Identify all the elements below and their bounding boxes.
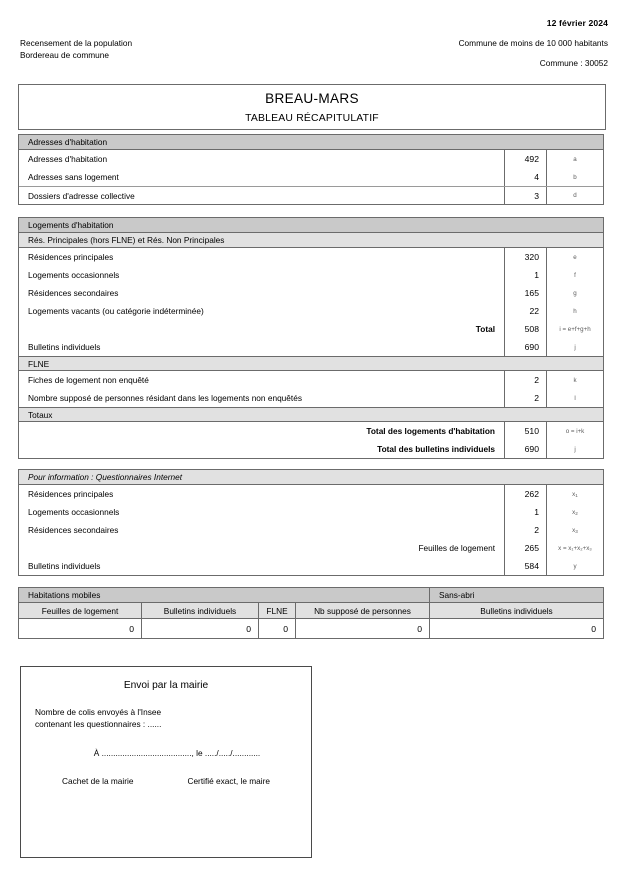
row-label: Bulletins individuels — [28, 561, 101, 571]
section-header-internet: Pour information : Questionnaires Internet — [19, 470, 603, 485]
cell-sansabri-bulletins: 0 — [429, 619, 603, 638]
table-row — [19, 503, 603, 521]
section-header-adresses: Adresses d'habitation — [19, 135, 603, 150]
mairie-colis-block — [35, 707, 311, 730]
page-title: TABLEAU RÉCAPITULATIF — [245, 112, 379, 124]
row-value: 2 — [504, 389, 546, 407]
row-code: b — [546, 168, 603, 186]
row-code: l — [546, 389, 603, 407]
total-value: 508 — [504, 320, 546, 338]
row-value: 1 — [504, 503, 546, 521]
column-header-bulletins: Bulletins individuels — [141, 603, 258, 619]
mairie-lieu-date-line: À ......................................., le ...../...../............ — [93, 748, 261, 758]
row-code: x $_1$ — [546, 485, 603, 503]
table-row — [19, 284, 603, 302]
total-code: j — [546, 440, 603, 458]
row-value: 320 — [504, 248, 546, 266]
cell-feuilles: 0 — [129, 623, 134, 634]
table-row — [19, 302, 603, 320]
table-habitations-mobiles — [18, 587, 604, 639]
header-commune-code: Commune : 30052 — [539, 58, 608, 68]
header-left-block — [20, 38, 132, 61]
table-row — [19, 389, 603, 407]
mairie-colis-line2: contenant les questionnaires : ...... — [35, 718, 162, 729]
row-label: Logements occasionnels — [28, 270, 120, 280]
mairie-title: Envoi par la mairie — [123, 680, 209, 691]
row-label: Résidences principales — [28, 489, 114, 499]
row-value: 4 — [504, 168, 546, 186]
commune-name: BREAU-MARS — [265, 90, 359, 106]
row-label: Résidences secondaires — [28, 288, 119, 298]
table-row — [19, 266, 603, 284]
table-row — [19, 338, 603, 356]
row-value: 2 — [504, 521, 546, 539]
row-code: x $_2$ — [546, 503, 603, 521]
cell-bulletins: 0 — [141, 619, 258, 638]
cell-flne: 0 — [258, 619, 295, 638]
cell-nbpersonnes: 0 — [295, 619, 429, 638]
subsection-header-principales: Rés. Principales (hors FLNE) et Rés. Non Principales — [19, 233, 603, 248]
row-code: g — [546, 284, 603, 302]
section-header-mobiles: Habitations mobiles — [19, 588, 429, 603]
row-value: 3 — [504, 187, 546, 204]
row-code: d — [546, 187, 603, 204]
header-commune-size: Commune de moins de 10 000 habitants — [458, 38, 608, 48]
table-row — [19, 168, 603, 186]
table-row — [19, 557, 603, 575]
section-header-sansabri: Sans-abri — [429, 588, 603, 603]
table-adresses — [18, 134, 604, 205]
table-row-total — [19, 320, 603, 338]
mobiles-column-header-row — [19, 603, 603, 619]
mairie-certifie-label: Certifié exact, le maire — [187, 776, 270, 786]
mobiles-header-row — [19, 588, 603, 603]
header-bordereau-line: Bordereau de commune — [20, 49, 110, 60]
table-row-total — [19, 422, 603, 440]
table-row — [19, 150, 603, 168]
row-label: Bulletins individuels — [28, 342, 101, 352]
feuilles-value: 265 — [504, 539, 546, 557]
row-code: f — [546, 266, 603, 284]
row-label: Dossiers d'adresse collective — [28, 190, 135, 201]
row-value: 262 — [504, 485, 546, 503]
header-date: 12 février 2024 — [546, 18, 608, 28]
column-header-sansabri-bulletins: Bulletins individuels — [429, 603, 603, 619]
row-value: 584 — [504, 557, 546, 575]
row-label: Adresses sans logement — [28, 172, 119, 182]
mairie-colis-line1: Nombre de colis envoyés à l'Insee — [35, 707, 162, 717]
column-header-nbpersonnes: Nb supposé de personnes — [295, 603, 429, 619]
column-header-flne: FLNE — [258, 603, 295, 619]
row-label: Fiches de logement non enquêté — [28, 375, 149, 385]
row-value: 165 — [504, 284, 546, 302]
header-recensement-line: Recensement de la population — [20, 38, 133, 48]
total-label: Total des bulletins individuels — [377, 444, 495, 454]
table-row — [19, 248, 603, 266]
envoi-mairie-box — [20, 666, 312, 858]
section-header-logements: Logements d'habitation — [19, 218, 603, 233]
total-label: Total — [475, 324, 495, 334]
row-label: Adresses d'habitation — [28, 154, 108, 164]
row-label: Nombre supposé de personnes résidant dans les logements non enquêtés — [28, 393, 302, 403]
row-label: Logements vacants (ou catégorie indéterminée) — [28, 306, 204, 316]
row-code: e — [546, 248, 603, 266]
row-label: Logements occasionnels — [28, 507, 120, 517]
column-header-feuilles: Feuilles de logement — [19, 603, 141, 619]
row-value: 2 — [504, 371, 546, 389]
subsection-header-totaux: Totaux — [19, 407, 603, 422]
table-row-total — [19, 440, 603, 458]
table-logements — [18, 217, 604, 459]
table-row — [19, 371, 603, 389]
table-row — [19, 186, 603, 204]
table-row — [19, 485, 603, 503]
total-value: 510 — [504, 422, 546, 440]
total-value: 690 — [504, 440, 546, 458]
row-code: k — [546, 371, 603, 389]
row-code: j — [546, 338, 603, 356]
mairie-cachet-label: Cachet de la mairie — [61, 776, 134, 786]
total-code: o = i+k — [546, 422, 603, 440]
subsection-header-flne: FLNE — [19, 356, 603, 371]
row-label: Résidences secondaires — [28, 525, 119, 535]
row-value: 1 — [504, 266, 546, 284]
table-row — [19, 521, 603, 539]
row-value: 690 — [504, 338, 546, 356]
feuilles-code: x = x₁+x₂+x₃ — [546, 539, 603, 557]
table-row-total — [19, 539, 603, 557]
row-value: 22 — [504, 302, 546, 320]
row-value: 492 — [504, 150, 546, 168]
row-code: h — [546, 302, 603, 320]
table-questionnaires-internet — [18, 469, 604, 576]
row-code: y — [546, 557, 603, 575]
row-label: Résidences principales — [28, 252, 114, 262]
title-box — [18, 84, 606, 130]
feuilles-label: Feuilles de logement — [418, 543, 495, 553]
row-code: a — [546, 150, 603, 168]
total-label: Total des logements d'habitation — [366, 426, 495, 436]
mairie-signature-row — [21, 776, 311, 786]
total-code: i = e+f+g+h — [546, 320, 603, 338]
row-code: x $_3$ — [546, 521, 603, 539]
table-row — [19, 619, 603, 638]
